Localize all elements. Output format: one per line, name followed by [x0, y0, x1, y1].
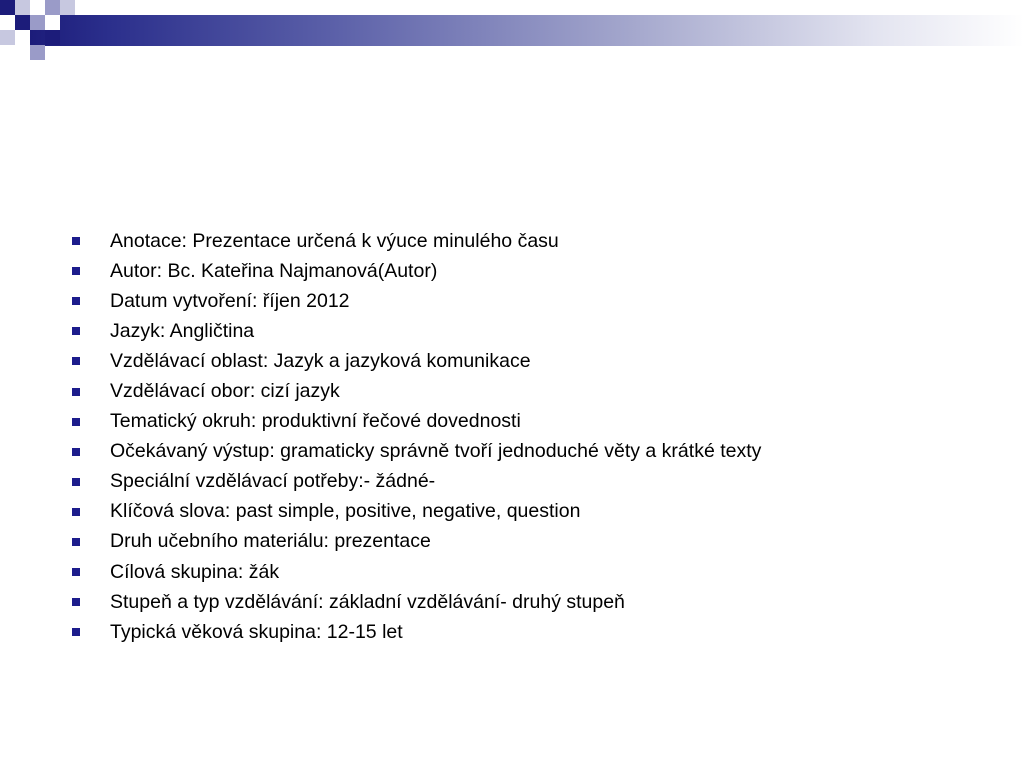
list-item-text: Anotace: Prezentace určená k výuce minulého času: [110, 229, 559, 252]
list-item-text: Typická věková skupina: 12-15 let: [110, 620, 403, 643]
list-item: [72, 497, 761, 527]
bullet-square-icon: [72, 628, 80, 636]
decorative-square: [0, 30, 15, 45]
decorative-square: [30, 45, 45, 60]
bullet-square-icon: [72, 237, 80, 245]
bullet-square-icon: [72, 508, 80, 516]
list-item: [72, 407, 761, 437]
metadata-list: [72, 226, 761, 647]
list-item-text: Jazyk: Angličtina: [110, 319, 255, 342]
list-item-text: Vzdělávací obor: cizí jazyk: [110, 380, 340, 403]
list-item-text: Tematický okruh: produktivní řečové dovednosti: [110, 410, 521, 433]
list-item: [72, 376, 761, 406]
decorative-square: [30, 15, 45, 30]
list-item: [72, 256, 761, 286]
list-item: [72, 617, 761, 647]
decorative-square: [45, 30, 60, 45]
bullet-square-icon: [72, 418, 80, 426]
bullet-square-icon: [72, 448, 80, 456]
list-item-text: Klíčová slova: past simple, positive, negative, question: [110, 500, 581, 523]
header-gradient-bar: [30, 15, 1024, 46]
list-item-text: Druh učebního materiálu: prezentace: [110, 530, 431, 553]
decorative-square: [15, 0, 30, 15]
decorative-square: [30, 0, 45, 15]
bullet-square-icon: [72, 327, 80, 335]
list-item: [72, 557, 761, 587]
list-item: [72, 286, 761, 316]
list-item: [72, 346, 761, 376]
list-item-text: Autor: Bc. Kateřina Najmanová(Autor): [110, 259, 438, 282]
list-item-text: Očekávaný výstup: gramaticky správně tvoří jednoduché věty a krátké texty: [110, 440, 762, 463]
decorative-square: [60, 0, 75, 15]
decorative-square: [45, 15, 60, 30]
list-item: [72, 437, 761, 467]
list-item-text: Cílová skupina: žák: [110, 560, 280, 583]
list-item: [72, 527, 761, 557]
list-item: [72, 226, 761, 256]
list-item: [72, 316, 761, 346]
list-item-text: Vzdělávací oblast: Jazyk a jazyková komunikace: [110, 349, 531, 372]
decorative-square: [15, 15, 30, 30]
bullet-square-icon: [72, 478, 80, 486]
list-item-text: Speciální vzdělávací potřeby:- žádné-: [110, 470, 436, 493]
bullet-square-icon: [72, 568, 80, 576]
bullet-square-icon: [72, 538, 80, 546]
list-item-text: Stupeň a typ vzdělávání: základní vzdělávání- druhý stupeň: [110, 590, 625, 613]
bullet-square-icon: [72, 297, 80, 305]
list-item-text: Datum vytvoření: říjen 2012: [110, 289, 350, 312]
list-item: [72, 587, 761, 617]
bullet-square-icon: [72, 267, 80, 275]
bullet-square-icon: [72, 598, 80, 606]
decorative-square: [45, 0, 60, 15]
bullet-square-icon: [72, 388, 80, 396]
bullet-square-icon: [72, 357, 80, 365]
list-item: [72, 467, 761, 497]
decorative-square: [0, 0, 15, 15]
